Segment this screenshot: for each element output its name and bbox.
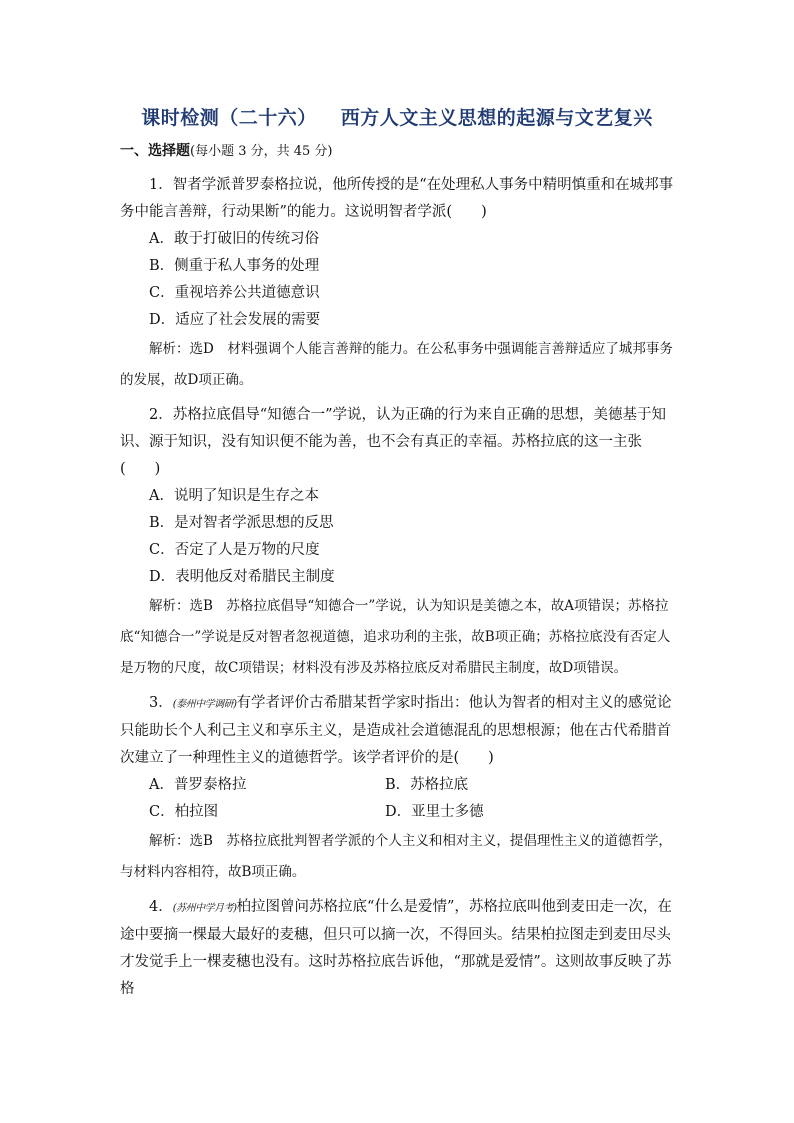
question-2 (120, 402, 680, 684)
answer-analysis: 解析：选B 苏格拉底批判智者学派的个人主义和相对主义，提倡理性主义的道德哲学，与材料内容相符，故B项正确。 (120, 833, 672, 880)
option-a: A．敢于打破旧的传统习俗 (149, 231, 319, 247)
question-4 (120, 894, 680, 1003)
option-a: A．说明了知识是生存之本 (149, 488, 319, 504)
answer-analysis: 解析：选B 苏格拉底倡导“知德合一”学说，认为知识是美德之本，故A项错误；苏格拉底“知德合一”学说是反对智者忽视道德，追求功利的主张，故B项正确；苏格拉底没有否定人是万物的尺度，故C项错误；材料没有涉及苏格拉底反对希腊民主制度，故D项错误。 (120, 598, 671, 676)
option-c: C．否定了人是万物的尺度 (149, 542, 320, 558)
question-list (120, 172, 680, 1003)
option-b: B．是对智者学派思想的反思 (149, 515, 334, 531)
option-a: A．普罗泰格拉 (149, 777, 247, 793)
title-main: 课时检测（二十六） (141, 107, 317, 129)
source-tag: (泰州中学调研) (172, 699, 237, 710)
question-stem: 1．智者学派普罗泰格拉说，他所传授的是“在处理私人事务中精明慎重和在城邦事务中能言善辩，行动果断”的能力。这说明智者学派( ) (120, 177, 674, 220)
option-d: D．亚里士多德 (385, 804, 484, 820)
question-text: 有学者评价古希腊某哲学家时指出：他认为智者的相对主义的感觉论只能助长个人利己主义和享乐主义，是造成社会道德混乱的思想根源；他在古代希腊首次建立了一种理性主义的道德哲学。该学者评价的是( ) (120, 695, 672, 766)
source-tag: (苏州中学月考) (172, 903, 237, 914)
option-row (120, 772, 680, 799)
section-heading (120, 140, 333, 160)
option-c: C．重视培养公共道德意识 (149, 285, 320, 301)
section-note: (每小题 3 分，共 45 分) (190, 144, 333, 159)
question-number: 3． (149, 695, 173, 711)
question-text: 柏拉图曾问苏格拉底“什么是爱情”，苏格拉底叫他到麦田走一次，在途中要摘一棵最大最好的麦穗，但只可以摘一次，不得回头。结果柏拉图走到麦田尽头才发觉手上一棵麦穗也没有。这时苏格拉底告诉他，“那就是爱情”。这则故事反映了苏格 (120, 899, 672, 997)
section-label: 一、选择题 (120, 143, 190, 159)
option-c: C．柏拉图 (149, 804, 219, 820)
option-b: B．侧重于私人事务的处理 (149, 258, 320, 274)
page-title (0, 103, 794, 130)
option-d: D．表明他反对希腊民主制度 (149, 569, 335, 585)
option-row (120, 799, 680, 826)
option-b: B．苏格拉底 (385, 777, 469, 793)
question-stem (120, 690, 680, 772)
question-number: 4． (149, 899, 173, 915)
option-d: D．适应了社会发展的需要 (149, 312, 321, 328)
title-sub: 西方人文主义思想的起源与文艺复兴 (340, 107, 653, 129)
question-1 (120, 172, 680, 396)
question-stem: 2．苏格拉底倡导“知德合一”学说，认为正确的行为来自正确的思想，美德基于知识、源于知识，没有知识便不能为善，也不会有真正的幸福。苏格拉底的这一主张( ) (120, 407, 667, 477)
question-stem (120, 894, 680, 1003)
answer-analysis: 解析：选D 材料强调个人能言善辩的能力。在公私事务中强调能言善辩适应了城邦事务的发展，故D项正确。 (120, 341, 673, 388)
question-3 (120, 690, 680, 888)
